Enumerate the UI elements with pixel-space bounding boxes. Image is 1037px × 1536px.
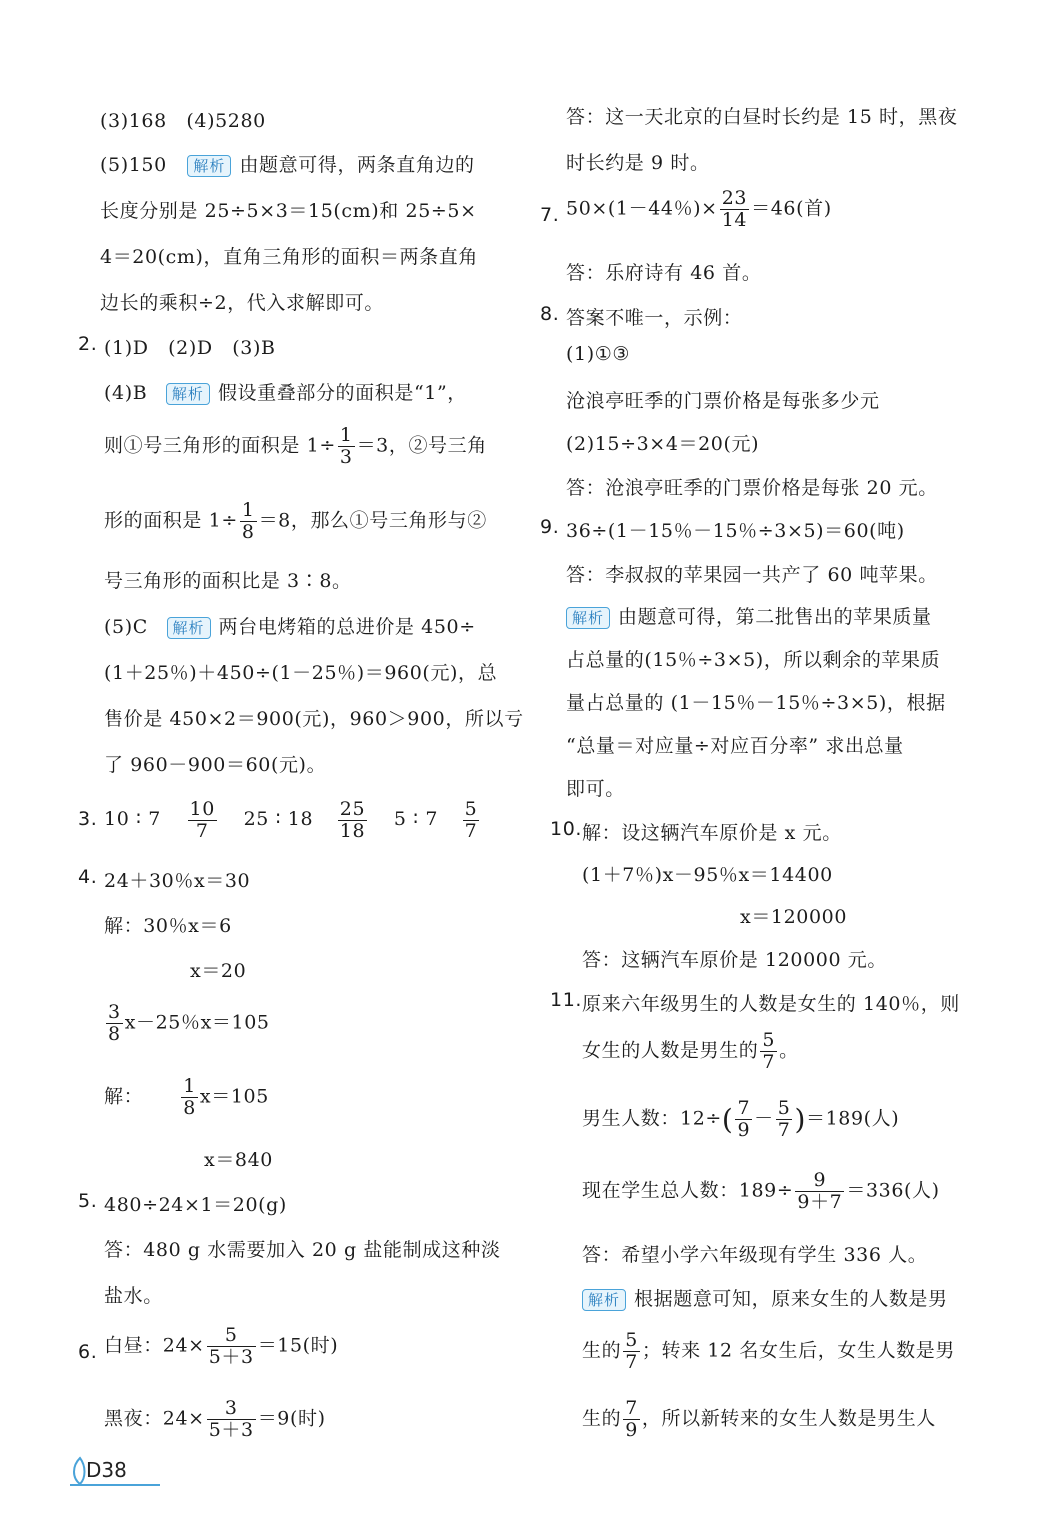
text: ＝336(人) xyxy=(846,1179,940,1202)
answer-line: 答：希望小学六年级现有学生 336 人。 xyxy=(582,1244,928,1266)
numerator: 7 xyxy=(737,1097,751,1119)
answer-line: “总量＝对应量÷对应百分率” 求出总量 xyxy=(566,735,904,757)
denominator: 8 xyxy=(183,1096,196,1119)
question-number: 11. xyxy=(550,989,583,1011)
answer-line xyxy=(104,425,487,468)
answer-line: 答：沧浪亭旺季的门票价格是每张 20 元。 xyxy=(566,477,938,499)
fraction xyxy=(623,1330,640,1373)
text: ＝189(人) xyxy=(805,1107,900,1130)
numerator: 25 xyxy=(339,797,366,820)
answer-line xyxy=(582,1398,936,1441)
answer-line xyxy=(104,612,476,639)
text: － xyxy=(754,1107,774,1130)
text: 女生的人数是男生的 xyxy=(582,1039,759,1062)
text: x－25％x＝105 xyxy=(124,1011,270,1034)
text: ；转来 12 名女生后，女生人数是男 xyxy=(641,1339,955,1362)
text: ＝8，那么①号三角形与② xyxy=(258,509,487,532)
answer-line: 答：这一天北京的白昼时长约是 15 时，黑夜 xyxy=(566,106,958,128)
equation-line: 解：30％x＝6 xyxy=(104,915,232,937)
denominator: 9 xyxy=(625,1418,638,1441)
denominator: 8 xyxy=(241,520,255,543)
numerator: 5 xyxy=(625,1329,638,1351)
equation-line: (2)15÷3×4＝20(元) xyxy=(566,433,760,455)
right-paren: ) xyxy=(794,1102,806,1136)
equation-line xyxy=(104,1325,338,1368)
equation-line: x＝20 xyxy=(190,960,247,982)
analysis-text: 两台电烤箱的总进价是 450÷ xyxy=(218,616,476,638)
question-number: 8. xyxy=(540,303,560,325)
numerator: 9 xyxy=(795,1170,844,1192)
answer-line xyxy=(104,794,481,841)
question-number: 6. xyxy=(78,1341,98,1363)
answer-line xyxy=(100,150,475,177)
analysis-tag: 解析 xyxy=(582,1289,626,1311)
fraction xyxy=(338,425,355,468)
analysis-text: 假设重叠部分的面积是“1”， xyxy=(217,382,467,404)
answer-line: 号三角形的面积比是 3∶8。 xyxy=(104,570,352,592)
text: ＝3，②号三角 xyxy=(356,434,487,457)
text: 则①号三角形的面积是 1÷ xyxy=(104,434,336,457)
fraction xyxy=(207,1398,256,1441)
numerator: 5 xyxy=(464,797,478,820)
text: 。 xyxy=(779,1039,799,1062)
answer-line xyxy=(582,1330,955,1373)
ratio: 5 ∶ 7 xyxy=(393,808,439,830)
question-number: 7. xyxy=(540,204,560,226)
page-number: D38 xyxy=(86,1458,127,1482)
footer-divider xyxy=(70,1484,160,1486)
equation-line xyxy=(104,1398,326,1441)
equation-line: x＝120000 xyxy=(740,906,848,928)
question-number: 2. xyxy=(78,333,98,355)
text: 男生人数：12÷ xyxy=(582,1107,722,1130)
text: 50×(1－44％)× xyxy=(566,197,718,220)
answer-line: 长度分别是 25÷5×3＝15(cm)和 25÷5× xyxy=(100,200,477,222)
equation-line xyxy=(104,1076,269,1119)
text: ＝15(时) xyxy=(257,1334,339,1357)
answer-line: 即可。 xyxy=(566,778,625,800)
numerator: 5 xyxy=(207,1325,256,1347)
answer-line: 了 960－900＝60(元)。 xyxy=(104,754,327,776)
denominator: 7 xyxy=(195,819,209,842)
equation-line xyxy=(582,1170,940,1213)
denominator: 8 xyxy=(108,1022,121,1045)
equation-line: 480÷24×1＝20(g) xyxy=(104,1194,287,1216)
text: 生的 xyxy=(582,1339,622,1362)
answer-line xyxy=(104,378,467,405)
question-number: 5. xyxy=(78,1190,98,1212)
denominator: 5＋3 xyxy=(208,1345,254,1368)
numerator: 23 xyxy=(721,187,748,209)
answer-line: 答：这辆汽车原价是 120000 元。 xyxy=(582,949,888,971)
answer-line xyxy=(582,1284,948,1311)
answer-line: (1＋25％)＋450÷(1－25％)＝960(元)，总 xyxy=(104,662,498,684)
text: x＝105 xyxy=(199,1085,269,1108)
answer-text: (5)C xyxy=(104,616,148,638)
denominator: 7 xyxy=(464,819,478,842)
analysis-tag: 解析 xyxy=(187,155,231,177)
answer-line: 答案不唯一，示例： xyxy=(566,307,743,329)
numerator: 5 xyxy=(777,1097,791,1119)
question-number: 10. xyxy=(550,818,583,840)
left-paren: ( xyxy=(721,1102,734,1136)
analysis-tag: 解析 xyxy=(566,607,610,629)
text: 解： xyxy=(104,1085,144,1108)
fraction xyxy=(181,1076,198,1119)
answer-line: 沧浪亭旺季的门票价格是每张多少元 xyxy=(566,390,880,412)
analysis-tag: 解析 xyxy=(167,617,211,639)
denominator: 5＋3 xyxy=(208,1418,254,1441)
fraction xyxy=(776,1098,793,1141)
fraction xyxy=(463,799,480,842)
ratio: 10 ∶ 7 xyxy=(104,808,161,830)
fraction xyxy=(106,1002,123,1045)
numerator: 3 xyxy=(108,1001,121,1023)
answer-text: (4)B xyxy=(104,382,148,404)
numerator: 5 xyxy=(762,1029,776,1051)
answer-line: 盐水。 xyxy=(104,1285,163,1307)
fraction xyxy=(720,188,749,231)
answer-line xyxy=(566,602,932,629)
question-number: 9. xyxy=(540,516,560,538)
answer-line: 解：设这辆汽车原价是 x 元。 xyxy=(582,822,842,844)
answer-line: 4＝20(cm)，直角三角形的面积＝两条直角 xyxy=(100,246,478,268)
fraction xyxy=(795,1170,844,1213)
answer-line: 量占总量的 (1－15％－15％÷3×5)，根据 xyxy=(566,692,946,714)
answer-line xyxy=(582,1030,799,1073)
denominator: 7 xyxy=(625,1350,638,1373)
equation-line xyxy=(104,1002,270,1045)
fraction xyxy=(338,799,367,842)
denominator: 7 xyxy=(762,1050,776,1073)
analysis-tag: 解析 xyxy=(166,383,210,405)
numerator: 10 xyxy=(189,797,215,820)
answer-line: (1)D (2)D (3)B xyxy=(104,337,276,359)
equation-line: 36÷(1－15％－15％÷3×5)＝60(吨) xyxy=(566,520,905,542)
fraction xyxy=(240,500,257,543)
denominator: 3 xyxy=(339,445,353,468)
fraction xyxy=(735,1098,752,1141)
numerator: 7 xyxy=(625,1397,638,1419)
answer-line: 时长约是 9 时。 xyxy=(566,152,710,174)
equation-line: x＝840 xyxy=(204,1149,273,1171)
text: 白昼：24× xyxy=(104,1334,205,1357)
ratio: 25 ∶ 18 xyxy=(243,808,314,830)
denominator: 9＋7 xyxy=(797,1190,843,1213)
fraction xyxy=(207,1325,256,1368)
answer-text: (5)150 xyxy=(100,154,167,176)
analysis-text: 由题意可得，第二批售出的苹果质量 xyxy=(618,606,932,628)
analysis-text: 由题意可得，两条直角边的 xyxy=(239,154,475,176)
text: 现在学生总人数：189÷ xyxy=(582,1179,794,1202)
text: 生的 xyxy=(582,1407,622,1430)
denominator: 14 xyxy=(721,208,748,231)
numerator: 3 xyxy=(207,1398,256,1420)
numerator: 1 xyxy=(241,499,255,521)
text: ＝46(首) xyxy=(751,197,832,220)
fraction xyxy=(623,1398,640,1441)
question-number: 4. xyxy=(78,866,98,888)
denominator: 7 xyxy=(777,1118,791,1141)
answer-line: 售价是 450×2＝900(元)，960＞900，所以亏 xyxy=(104,708,524,730)
answer-line: 边长的乘积÷2，代入求解即可。 xyxy=(100,292,385,314)
text: ，所以新转来的女生人数是男生人 xyxy=(641,1407,936,1430)
equation-line: (1＋7％)x－95％x＝14400 xyxy=(582,864,833,886)
fraction xyxy=(188,799,217,842)
text: ＝9(时) xyxy=(257,1407,326,1430)
answer-line: 答：480 g 水需要加入 20 g 盐能制成这种淡 xyxy=(104,1239,501,1261)
answer-line: 答：李叔叔的苹果园一共产了 60 吨苹果。 xyxy=(566,564,938,586)
denominator: 18 xyxy=(339,819,366,842)
answer-line: 答：乐府诗有 46 首。 xyxy=(566,262,762,284)
answer-line xyxy=(104,500,487,543)
text: 形的面积是 1÷ xyxy=(104,509,238,532)
question-number: 3. xyxy=(78,808,98,830)
numerator: 1 xyxy=(339,424,353,446)
numerator: 1 xyxy=(183,1075,196,1097)
equation-line xyxy=(566,188,832,231)
text: 黑夜：24× xyxy=(104,1407,205,1430)
equation-line xyxy=(582,1098,899,1141)
answer-line: (1)①③ xyxy=(566,343,630,365)
analysis-text: 根据题意可知，原来女生的人数是男 xyxy=(634,1288,948,1310)
fraction xyxy=(760,1030,777,1073)
equation-line: 24＋30％x＝30 xyxy=(104,870,251,892)
answer-line: 占总量的(15％÷3×5)，所以剩余的苹果质 xyxy=(566,649,941,671)
denominator: 9 xyxy=(737,1118,751,1141)
answer-line: (3)168 (4)5280 xyxy=(100,110,266,132)
answer-line: 原来六年级男生的人数是女生的 140％，则 xyxy=(582,993,960,1015)
